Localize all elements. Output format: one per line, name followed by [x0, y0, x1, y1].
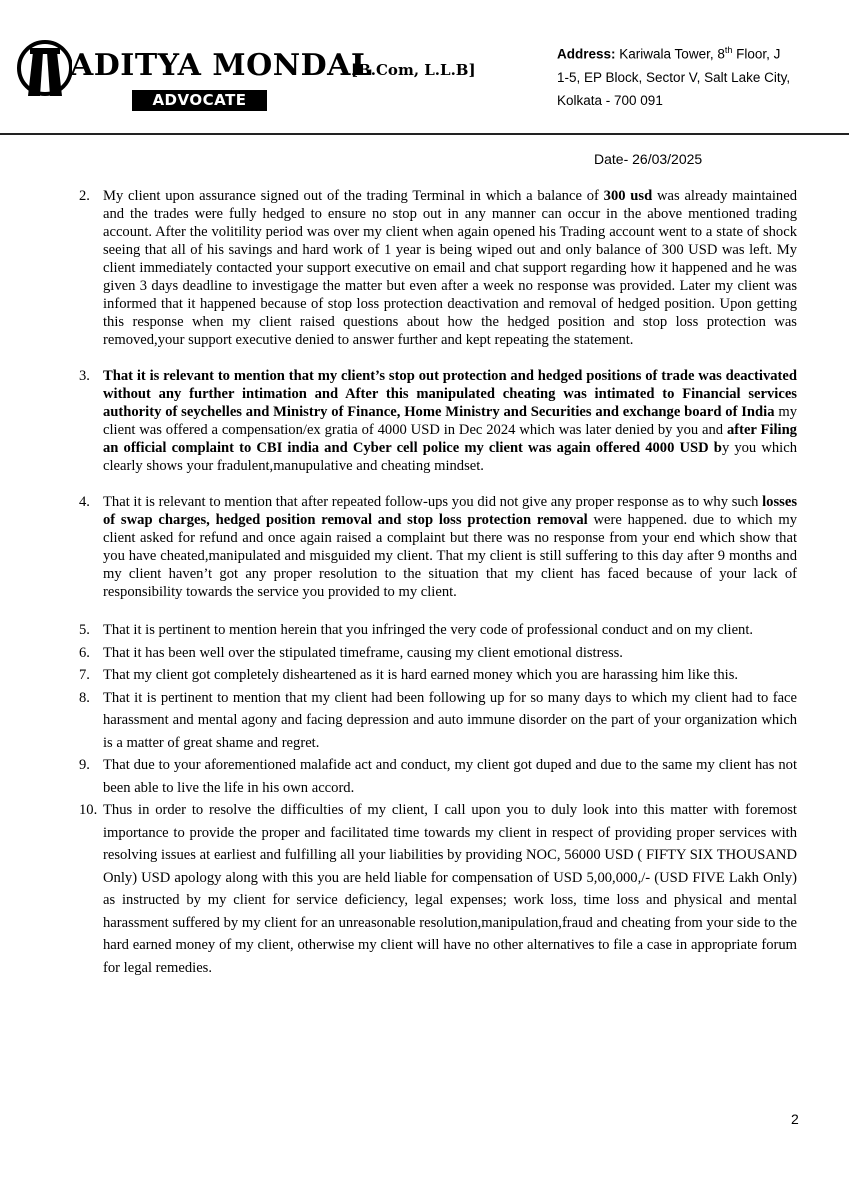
address-label: Address: — [557, 46, 616, 62]
advocate-bands-icon — [14, 34, 72, 112]
advocate-qualifications: [B.Com, L.L.B] — [351, 61, 476, 79]
paragraph-10: 10. Thus in order to resolve the difficulties of my client, I call upon you to duly look into this matter with foremost importance to provide the proper and facilitated time towards my client in respect of providing proper services with resolving issues at earliest and fulfilling all your liabilities by providing NOC, 56000 USD ( FIFTY SIX THOUSAND Only) USD apology along with this you are held liable for compensation of USD 5,00,000,/- (USD FIVE Lakh Only) as instructed by my client for service deficiency, legal expenses; work loss, time loss and physical and mental harassment suffered by my client for an unreasonable resolution,manipulation,fraud and cheating from your side to the hard earned money of my client, otherwise my client will have no other alternatives to file a case in appropriate forum for legal remedies. — [0, 799, 849, 979]
paragraph-number: 6. — [79, 644, 90, 661]
paragraph-8: 8. That it is pertinent to mention that my client had been following up for so many days to which my client had to face harassment and mental agony and facing depression and auto immune disorder on the part of your organization which is a matter of great shame and regret. — [0, 687, 849, 755]
paragraph-number: 3. — [79, 368, 90, 384]
letter-date: Date- 26/03/2025 — [594, 151, 703, 167]
paragraph-number: 8. — [79, 689, 90, 706]
advocate-name: ADITYA MONDAL — [70, 48, 373, 83]
paragraph-9: 9. That due to your aforementioned malafide act and conduct, my client got duped and due to the same my client has not been able to live the life in his own accord. — [0, 754, 849, 799]
paragraph-2: 2. My client upon assurance signed out of the trading Terminal in which a balance of 300 usd was already maintained and the trades were fully hedged to ensure no stop out in any manner can occur in the above mentioned trading account. After the volitility period was over my client when again opened his Trading account went to a state of shock seeing that all of his savings and hard work of 1 year is being wiped out and only balance of 300 USD was left. My client immediately contacted your support executive on email and chat support regarding how it happened and he was given 3 days deadline to investigage the matter but even after a week no response was provided. Later my client was informed that it happened because of stop loss protection deactivation and removal of hedged position. Upon getting this response when my client raised questions about how the hedged position and stop loss protection was removed,your support executive denied to answer further and kept repeating the statement. — [79, 188, 798, 348]
address-line-2: 1-5, EP Block, Sector V, Salt Lake City, — [557, 69, 791, 85]
page-number: 2 — [791, 1111, 799, 1127]
address-line-3: Kolkata - 700 091 — [557, 92, 663, 108]
paragraph-7: 7. That my client got completely disheartened as it is hard earned money which you are harassing him like this. — [0, 664, 849, 687]
paragraph-number: 5. — [79, 622, 90, 638]
paragraph-5: 5. That it is pertinent to mention herein that you infringed the very code of professional conduct and on my client. — [0, 619, 849, 642]
paragraph-6: 6. That it has been well over the stipulated timeframe, causing my client emotional distress. — [0, 642, 849, 665]
advocate-badge: ADVOCATE — [132, 90, 267, 111]
header-divider — [0, 133, 849, 135]
paragraph-number: 2. — [79, 188, 90, 204]
paragraph-number: 4. — [79, 494, 90, 510]
paragraph-4: 4. That it is relevant to mention that after repeated follow-ups you did not give any proper response as to why such losses of swap charges, hedged position removal and stop loss protection removal were happened. due to which my client asked for refund and once again raised a complaint but there was no response from your end which show that you have cheated,manipulated and misguided my client. That my client is still suffering to this day after 9 months and my client haven’t got any proper resolution to the situation that my client has faced because of your lack of responsibility towards the service you provided to my client. — [79, 494, 797, 600]
address-line-1: Address: Kariwala Tower, 8th Floor, J — [557, 45, 781, 62]
paragraph-number: 7. — [79, 667, 90, 683]
paragraph-number: 10. — [79, 802, 98, 818]
letter-body — [0, 187, 849, 979]
letterhead-address — [557, 39, 842, 112]
paragraph-3: 3. That it is relevant to mention that my client’s stop out protection and hedged positions of trade was deactivated without any further intimation and After this manipulated cheating was intimated to Financial services authority of seychelles and Ministry of Finance, Home Ministry and Securities and exchange board of India my client was offered a compensation/ex gratia of 4000 USD in Dec 2024 which was later denied by you and after Filing an official complaint to CBI india and Cyber cell police my client was again offered 4000 USD by you which clearly shows your fradulent,manupulative and cheating mindset. — [79, 368, 798, 474]
paragraph-number: 9. — [79, 757, 90, 773]
